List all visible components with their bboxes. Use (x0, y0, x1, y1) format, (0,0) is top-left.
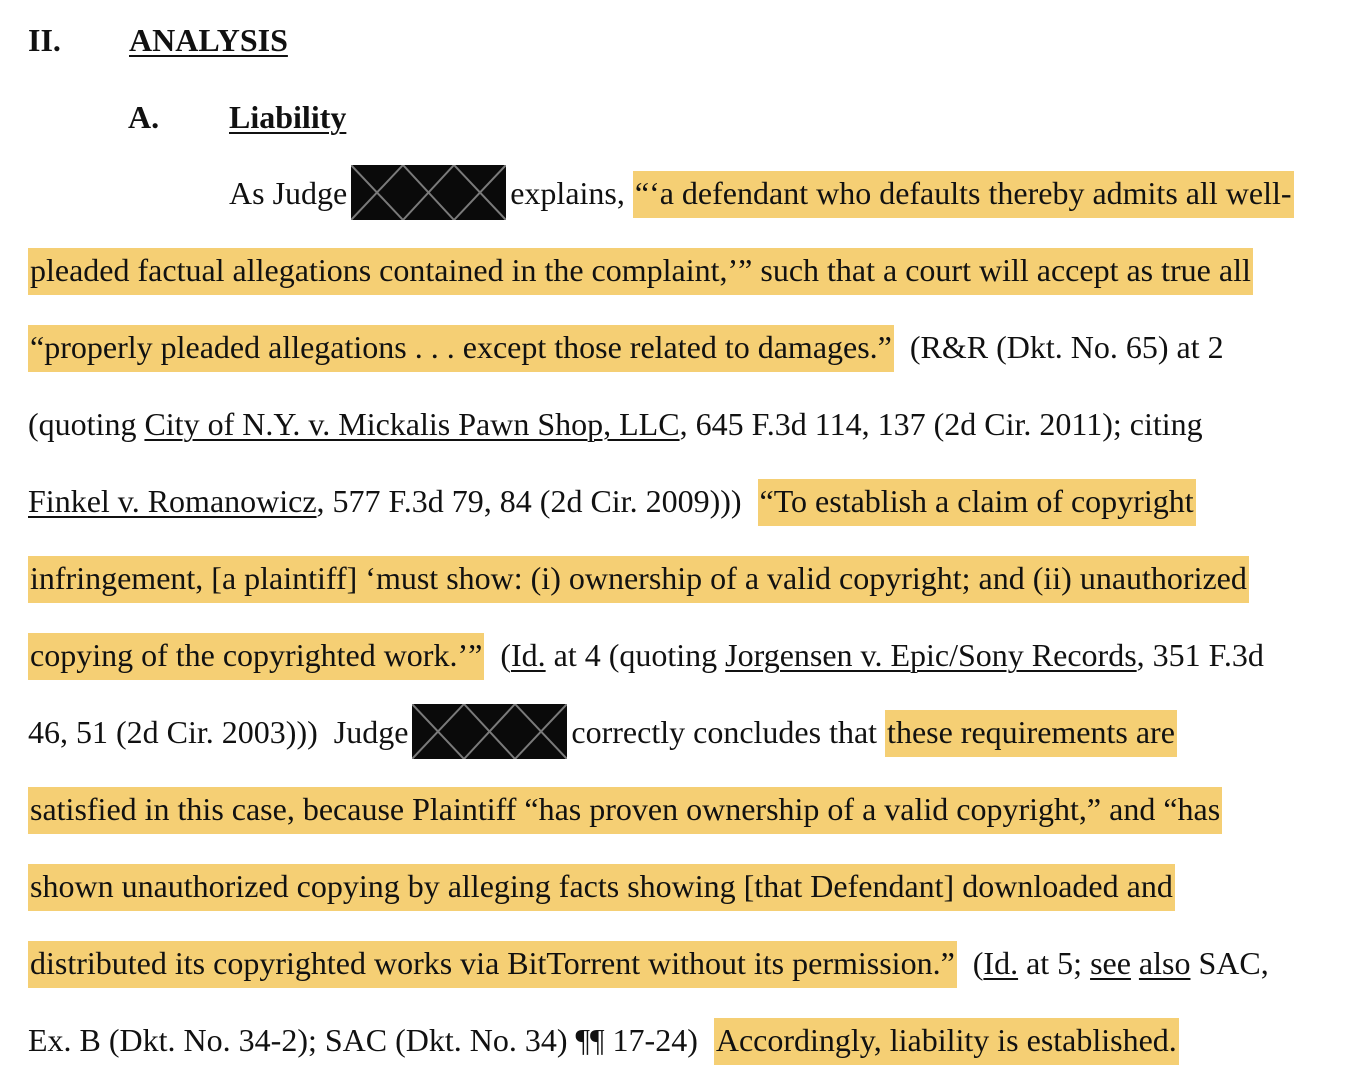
paragraph-line-10 (28, 856, 1175, 916)
text-run: Ex. B (Dkt. No. 34-2); SAC (Dkt. No. 34) ¶¶ 17-24) (28, 1022, 714, 1058)
text-run: explains, (510, 175, 633, 211)
text-run: at 4 (quoting (545, 637, 726, 673)
subsection-title: Liability (229, 99, 347, 135)
case-citation: Finkel v. Romanowicz (28, 483, 317, 519)
redaction-box (412, 704, 567, 759)
section-number: II. (28, 22, 61, 58)
id-citation: Id. (510, 637, 546, 673)
text-run: , 645 F.3d 114, 137 (2d Cir. 2011); citing (679, 406, 1203, 442)
subsection-letter: A. (128, 99, 160, 135)
paragraph-line-1 (229, 163, 1294, 223)
paragraph-line-4 (28, 394, 1203, 454)
signal-also: also (1138, 945, 1191, 981)
text-run: As Judge (229, 175, 348, 211)
text-run: , 577 F.3d 79, 84 (2d Cir. 2009))) (316, 483, 758, 519)
text-run: (R&R (Dkt. No. 65) at 2 (893, 329, 1224, 365)
highlighted-text: infringement, [a plaintiff] ‘must show: (i) ownership of a valid copyright; and (ii) unauthorized (28, 556, 1249, 603)
paragraph-line-11 (28, 933, 1269, 993)
paragraph-line-7 (28, 625, 1264, 685)
section-title: ANALYSIS (129, 22, 288, 58)
highlighted-text: “To establish a claim of copyright (758, 479, 1196, 526)
highlighted-text: pleaded factual allegations contained in the complaint,’” such that a court will accept as true all (28, 248, 1253, 295)
case-citation: Jorgensen v. Epic/Sony Records (725, 637, 1137, 673)
paragraph-line-2 (28, 240, 1253, 300)
redaction-cross-icon (351, 165, 506, 220)
id-citation: Id. (983, 945, 1019, 981)
paragraph-line-5 (28, 471, 1196, 531)
text-run: ( (956, 945, 984, 981)
paragraph-line-8 (28, 702, 1177, 762)
text-run: SAC, (1190, 945, 1269, 981)
text-run: (quoting (28, 406, 145, 442)
text-run: 46, 51 (2d Cir. 2003))) Judge (28, 714, 409, 750)
paragraph-line-12 (28, 1010, 1179, 1070)
paragraph-line-3 (28, 317, 1224, 377)
highlighted-text: “properly pleaded allegations . . . except those related to damages.” (28, 325, 894, 372)
redaction-box (351, 165, 506, 220)
paragraph-line-6 (28, 548, 1249, 608)
text-run (1131, 945, 1139, 981)
signal-see: see (1090, 945, 1131, 981)
case-citation: City of N.Y. v. Mickalis Pawn Shop, LLC (144, 406, 680, 442)
text-run: , 351 F.3d (1136, 637, 1264, 673)
highlighted-text: satisfied in this case, because Plaintiff “has proven ownership of a valid copyright,” and “has (28, 787, 1222, 834)
highlighted-text: “‘a defendant who defaults thereby admits all well- (633, 171, 1294, 218)
highlighted-text: shown unauthorized copying by alleging facts showing [that Defendant] downloaded and (28, 864, 1175, 911)
redaction-cross-icon (412, 704, 567, 759)
paragraph-line-9 (28, 779, 1222, 839)
highlighted-text: these requirements are (885, 710, 1177, 757)
text-run: correctly concludes that (571, 714, 886, 750)
text-run: ( (484, 637, 511, 673)
highlighted-text: Accordingly, liability is established. (714, 1018, 1179, 1065)
highlighted-text: copying of the copyrighted work.’” (28, 633, 484, 680)
text-run: at 5; (1018, 945, 1091, 981)
highlighted-text: distributed its copyrighted works via BitTorrent without its permission.” (28, 941, 957, 988)
